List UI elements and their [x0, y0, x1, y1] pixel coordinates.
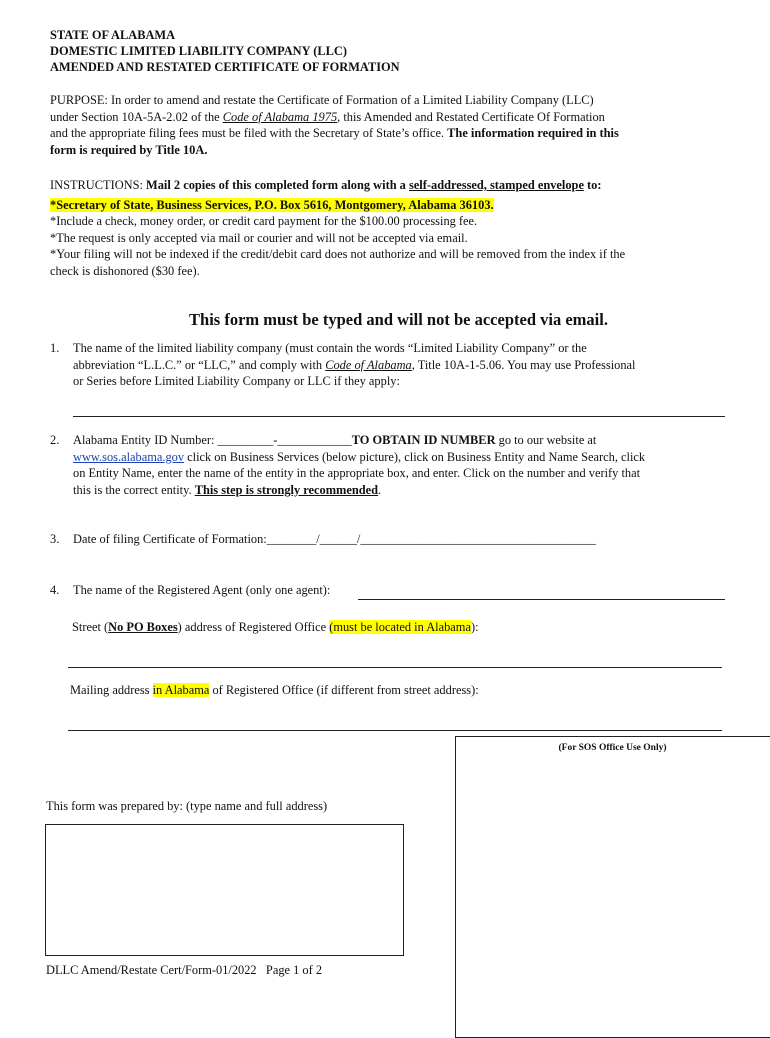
purpose-paragraph: PURPOSE: In order to amend and restate the Certificate of Formation of a Limited Liability Company (LLC) under Section 10A-5A-2.02 of the Code of Alabama 1975, this Amended and Restated Certificate Of Formation and the appropriate filing fees must be filed with the Secretary of State’s office. The information required in this form is required by Title 10A. — [50, 93, 619, 157]
llc-name-field[interactable] — [73, 416, 725, 417]
mailing-address-field[interactable] — [68, 730, 722, 731]
sos-office-use-label: (For SOS Office Use Only) — [558, 743, 667, 753]
form-number: DLLC Amend/Restate Cert/Form-01/2022 — [46, 963, 257, 977]
item-1-text: The name of the limited liability company (must contain the words “Limited Liability Company” or the abbreviation “L.L.C.” or “LLC,” and comply with Code of Alabama, Title 10A-1-5.06. You may use Professional or Series before Limited Liability Company or LLC if they apply: — [73, 341, 636, 388]
sos-office-use-box — [455, 736, 770, 1038]
street-address-field[interactable] — [68, 667, 722, 668]
prepared-by-box[interactable] — [45, 824, 404, 956]
sos-website-link[interactable]: www.sos.alabama.gov — [73, 449, 185, 464]
mailing-address-highlight: *Secretary of State, Business Services, P.O. Box 5616, Montgomery, Alabama 36103. — [50, 197, 494, 212]
entity-id-field[interactable]: Alabama Entity ID Number: _________-____________ — [73, 433, 352, 447]
footer — [46, 963, 322, 978]
header-entity-type: DOMESTIC LIMITED LIABILITY COMPANY (LLC) — [50, 44, 347, 58]
item-2-text: Alabama Entity ID Number: _________-____________TO OBTAIN ID NUMBER go to our website at www.sos.alabama.gov click on Business Services (below picture), click on Business Entity and Name Search, click on Entity Name, enter the name of the entity in the appropriate box, and enter. Click on the number and verify that this is the correct entity. This step is strongly recommended. — [73, 433, 646, 497]
header-state: STATE OF ALABAMA — [50, 28, 176, 42]
typed-notice: This form must be typed and will not be accepted via email. — [189, 310, 608, 329]
page-number: Page 1 of 2 — [265, 963, 323, 977]
header-form-title: AMENDED AND RESTATED CERTIFICATE OF FORMATION — [50, 60, 400, 74]
item-3-number: 3. — [50, 532, 60, 546]
item-2-number: 2. — [50, 433, 60, 447]
item-1-number: 1. — [50, 341, 60, 355]
item-4-number: 4. — [50, 583, 60, 597]
code-of-alabama-citation: Code of Alabama 1975 — [222, 109, 338, 124]
street-address-label: Street (No PO Boxes) address of Registered Office (must be located in Alabama): — [72, 620, 479, 634]
prepared-by-label: This form was prepared by: (type name and full address) — [46, 799, 328, 813]
filing-date-field[interactable]: Date of filing Certificate of Formation:________/______/______________________________________ — [73, 532, 596, 546]
instructions: INSTRUCTIONS: Mail 2 copies of this completed form along with a self-addressed, stamped envelope to: *Secretary of State, Business Services, P.O. Box 5616, Montgomery, Alabama 36103. *Include a check, money order, or credit card payment for the $100.00 processing fee. *The request is only accepted via mail or courier and will not be accepted via email. *Your filing will not be indexed if the credit/debit card does not authorize and will be removed from the index if the check is dishonored ($30 fee). — [50, 178, 626, 278]
registered-agent-field[interactable] — [358, 599, 725, 600]
mailing-address-label: Mailing address in Alabama of Registered Office (if different from street address): — [70, 683, 479, 697]
registered-agent-label: The name of the Registered Agent (only one agent): — [73, 583, 331, 597]
